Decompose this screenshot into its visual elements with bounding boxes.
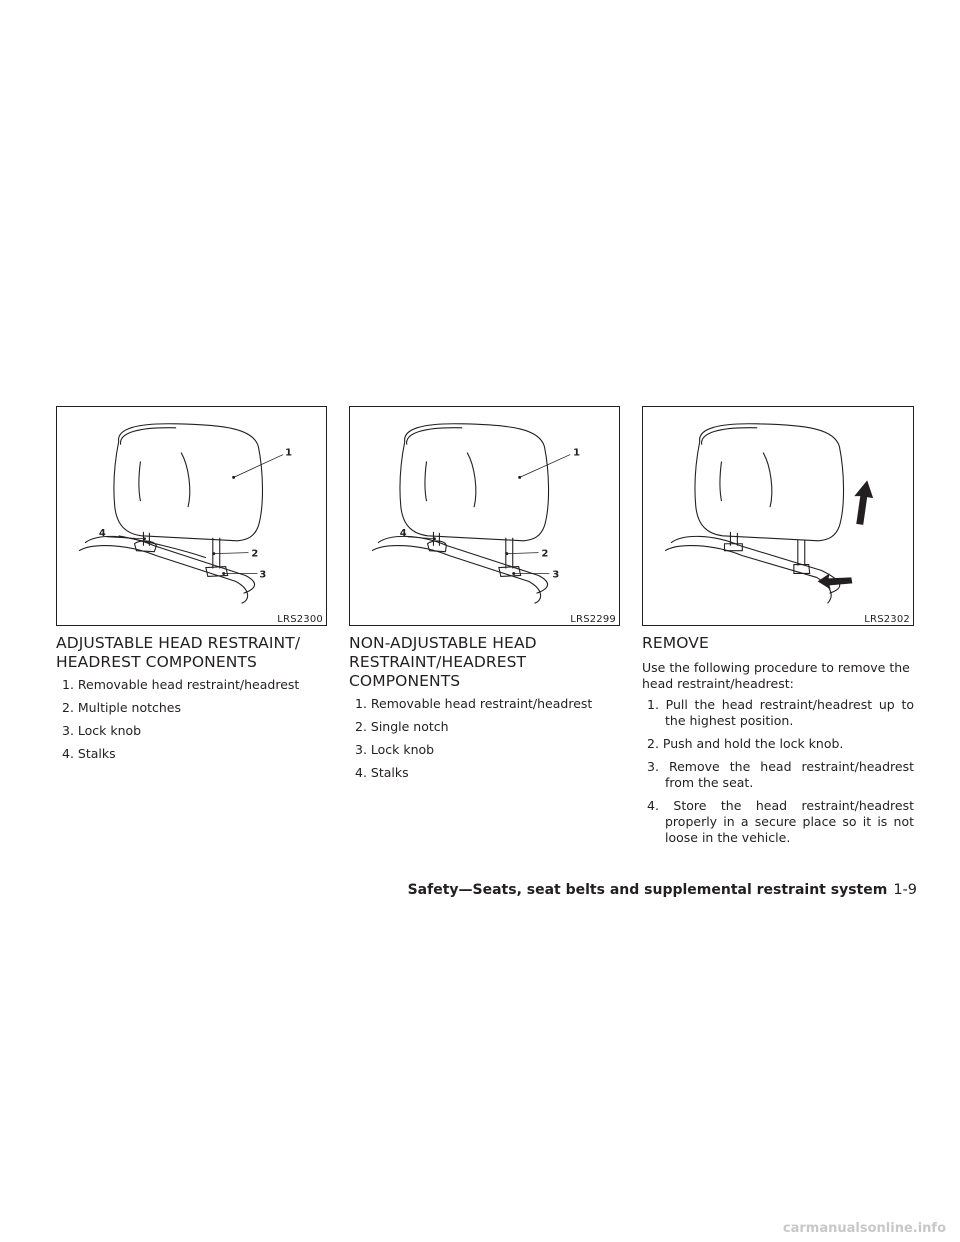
headrest-illustration bbox=[57, 407, 326, 625]
watermark[interactable]: carmanualsonline.info bbox=[782, 1221, 946, 1236]
callout-3: 3 bbox=[552, 569, 560, 581]
column-remove bbox=[642, 406, 914, 853]
figure-remove-headrest bbox=[642, 406, 914, 626]
figure-code: LRS2299 bbox=[570, 614, 616, 625]
list-item: 3. Remove the head restraint/headrest from the seat. bbox=[647, 759, 914, 790]
arrow-left-icon bbox=[818, 573, 853, 589]
list-item: 3. Lock knob bbox=[355, 742, 435, 757]
figure-non-adjustable-headrest bbox=[349, 406, 620, 626]
figure-adjustable-headrest bbox=[56, 406, 327, 626]
list-item: 4. Store the head restraint/headrest properly in a secure place so it is not loose in the vehicle. bbox=[647, 798, 914, 845]
list-item: 4. Stalks bbox=[62, 746, 116, 761]
chapter-title: Safety—Seats, seat belts and supplemental restraint system bbox=[407, 882, 888, 898]
list-item: 2. Single notch bbox=[355, 719, 449, 734]
arrow-up-icon bbox=[854, 480, 873, 525]
list-item: 1. Removable head restraint/headrest bbox=[355, 696, 593, 711]
procedure-steps bbox=[642, 697, 914, 846]
callout-2: 2 bbox=[541, 548, 549, 560]
intro-text: Use the following procedure to remove the head restraint/headrest: bbox=[642, 660, 910, 691]
callout-1: 1 bbox=[285, 447, 293, 459]
section-title: REMOVE bbox=[642, 634, 709, 652]
callout-1: 1 bbox=[573, 447, 581, 459]
list-item: 3. Lock knob bbox=[62, 723, 142, 738]
column-adjustable bbox=[56, 406, 327, 769]
callout-2: 2 bbox=[251, 548, 259, 560]
section-title: ADJUSTABLE HEAD RESTRAINT/ HEADREST COMPONENTS bbox=[56, 634, 301, 671]
callout-3: 3 bbox=[259, 569, 267, 581]
headrest-illustration bbox=[350, 407, 619, 625]
list-item: 1. Pull the head restraint/headrest up to the highest position. bbox=[647, 697, 914, 728]
headrest-illustration bbox=[643, 407, 913, 625]
column-non-adjustable bbox=[349, 406, 620, 788]
list-item: 2. Multiple notches bbox=[62, 700, 181, 715]
page-number: 1-9 bbox=[893, 882, 917, 898]
list-item: 4. Stalks bbox=[355, 765, 409, 780]
section-title: NON-ADJUSTABLE HEAD RESTRAINT/HEADREST COMPONENTS bbox=[349, 634, 537, 690]
list-item: 1. Removable head restraint/headrest bbox=[62, 677, 300, 692]
page-footer bbox=[408, 882, 917, 898]
callout-4: 4 bbox=[399, 527, 407, 539]
callout-4: 4 bbox=[98, 527, 106, 539]
figure-code: LRS2300 bbox=[277, 614, 323, 625]
figure-code: LRS2302 bbox=[864, 614, 910, 625]
component-list bbox=[56, 677, 327, 761]
component-list bbox=[349, 696, 620, 780]
list-item: 2. Push and hold the lock knob. bbox=[647, 736, 844, 751]
